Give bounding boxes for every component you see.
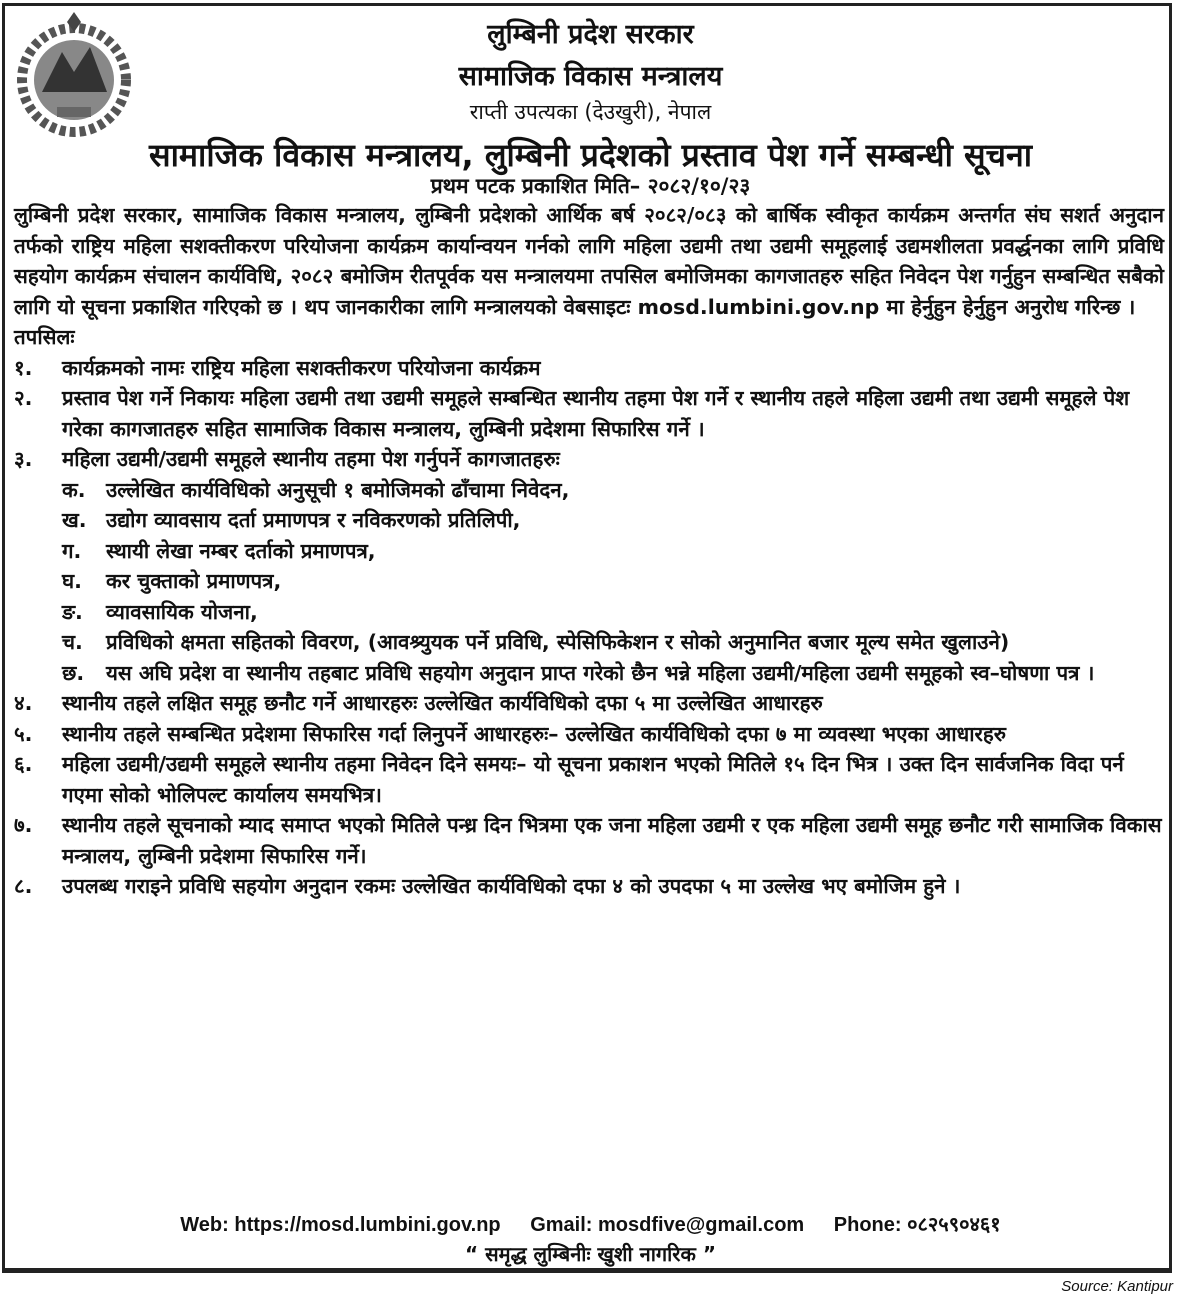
sub-item-text: कर चुक्ताको प्रमाणपत्र, (106, 569, 282, 593)
slogan: “ समृद्ध लुम्बिनीः खुशी नागरिक ” (465, 1242, 716, 1266)
list-item (14, 719, 1164, 750)
sub-item-text: उल्लेखित कार्यविधिको अनुसूची १ बमोजिमको ढाँचामा निवेदन, (106, 477, 570, 502)
list-item (14, 444, 1164, 475)
notice-title: सामाजिक विकास मन्त्रालय, लुम्बिनी प्रदेशको प्रस्ताव पेश गर्ने सम्बन्धी सूचना (148, 136, 1033, 174)
tapasil-label: तपसिलः (14, 325, 75, 349)
list-item (14, 688, 1164, 719)
sub-item-label: ङ. (62, 599, 83, 624)
source-credit: Source: Kantipur (1061, 1278, 1173, 1295)
list-item (14, 353, 1164, 384)
item-text: कार्यक्रमको नामः राष्ट्रिय महिला सशक्तीकरण परियोजना कार्यक्रम (62, 355, 541, 380)
sub-item-label: घ. (62, 569, 82, 593)
email-link[interactable]: Gmail: mosdfive@gmail.com (530, 1214, 805, 1236)
item-text: स्थानीय तहले सम्बन्धित प्रदेशमा सिफारिस गर्दा लिनुपर्ने आधारहरुः– उल्लेखित कार्यविधिको दफा ७ मा व्यवस्था भएका आधारहरु (62, 721, 1007, 746)
phone-number: Phone: ०८२५९०४६१ (833, 1214, 1001, 1236)
item-number: ७. (14, 813, 33, 837)
sub-item (62, 597, 1164, 628)
notice-body (14, 200, 1164, 902)
sub-item-text: उद्योग व्यावसाय दर्ता प्रमाणपत्र र नविकरणको प्रतिलिपी, (106, 508, 521, 532)
sub-item (62, 658, 1164, 689)
sub-item (62, 627, 1164, 658)
sub-item (62, 505, 1164, 536)
item-number: ४. (14, 691, 33, 715)
item-text: महिला उद्यमी/उद्यमी समूहले स्थानीय तहमा निवेदन दिने समयः– यो सूचना प्रकाशन भएको मितिले १५ दिन भित्र । उक्त दिन सार्वजनिक विदा पर्न गएमा सोको भोलिपल्ट कार्यालय समयभित्र। (62, 752, 1124, 807)
sub-item (62, 566, 1164, 597)
sub-item-label: ख. (62, 508, 87, 532)
list-item (14, 749, 1164, 810)
item-text: उपलब्ध गराइने प्रविधि सहयोग अनुदान रकमः उल्लेखित कार्यविधिको दफा ४ को उपदफा ५ मा उल्लेख भए बमोजिम हुने । (62, 874, 961, 898)
intro-paragraph: लुम्बिनी प्रदेश सरकार, सामाजिक विकास मन्त्रालय, लुम्बिनी प्रदेशको आर्थिक बर्ष २०८२/०८३ को बार्षिक स्वीकृत कार्यक्रम अन्तर्गत संघ सशर्त अनुदान तर्फको राष्ट्रिय महिला सशक्तीकरण परियोजना कार्यक्रम कार्यान्वयन गर्नको लागि महिला उद्यमी तथा उद्यमी समूहलाई उद्यमशीलता प्रवर्द्धनका लागि प्रविधि सहयोग कार्यक्रम संचालन कार्यविधि, २०८२ बमोजिम रीतपूर्वक यस मन्त्रालयमा तपसिल बमोजिमका कागजातहरु सहित निवेदन पेश गर्नुहुन सम्बन्धित सबैको लागि यो सूचना प्रकाशित गरिएको छ । थप जानकारीका लागि मन्त्रालयको वेबसाइटः mosd.lumbini.gov.np मा हेर्नुहुन हेर्नुहुन अनुरोध गरिन्छ । (14, 203, 1164, 319)
item-number: ६. (14, 752, 33, 776)
list-item (14, 383, 1164, 444)
sub-item-label: छ. (62, 660, 85, 685)
header-ministry: सामाजिक विकास मन्त्रालय (458, 61, 723, 92)
website-link[interactable]: Web: https://mosd.lumbini.gov.np (180, 1214, 501, 1236)
item-number: ८. (14, 874, 33, 898)
sub-item-label: ग. (62, 538, 82, 563)
sub-item (62, 536, 1164, 567)
header-address: राप्ती उपत्यका (देउखुरी), नेपाल (469, 100, 712, 124)
item-text: स्थानीय तहले लक्षित समूह छनौट गर्ने आधारहरुः उल्लेखित कार्यविधिको दफा ५ मा उल्लेखित आधारहरु (62, 691, 823, 715)
sub-item-label: क. (62, 477, 86, 502)
item-text: प्रस्ताव पेश गर्ने निकायः महिला उद्यमी तथा उद्यमी समूहले सम्बन्धित स्थानीय तहमा पेश गर्ने र स्थानीय तहले महिला उद्यमी तथा उद्यमी समूहले पेश गरेका कागजातहरु सहित सामाजिक विकास मन्त्रालय, लुम्बिनी प्रदेशमा सिफारिस गर्ने । (62, 386, 1130, 441)
sub-item-text: व्यावसायिक योजना, (106, 599, 258, 624)
item-number: ३. (14, 447, 33, 471)
sub-item-text: स्थायी लेखा नम्बर दर्ताको प्रमाणपत्र, (106, 538, 376, 563)
sub-item-text: यस अघि प्रदेश वा स्थानीय तहबाट प्रविधि सहयोग अनुदान प्राप्त गरेको छैन भन्ने महिला उद्यमी/महिला उद्यमी समूहको स्व–घोषणा पत्र । (106, 660, 1095, 685)
item-text: महिला उद्यमी/उद्यमी समूहले स्थानीय तहमा पेश गर्नुपर्ने कागजातहरुः (62, 447, 560, 471)
item-number: १. (14, 355, 33, 380)
sub-item (62, 475, 1164, 506)
contact-line (0, 1210, 1181, 1237)
sub-item-label: च. (62, 630, 83, 654)
list-item (14, 871, 1164, 902)
list-item (14, 810, 1164, 871)
sub-item-text: प्रविधिको क्षमता सहितको विवरण, (आवश्र्युयक पर्ने प्रविधि, स्पेसिफिकेशन र सोको अनुमानित बजार मूल्य समेत खुलाउने) (106, 630, 1010, 654)
publish-date: प्रथम पटक प्रकाशित मिति– २०८२/१०/२३ (430, 174, 751, 198)
item-number: ५. (14, 721, 33, 746)
header-government: लुम्बिनी प्रदेश सरकार (487, 19, 694, 50)
item-number: २. (14, 386, 33, 410)
item-text: स्थानीय तहले सूचनाको म्याद समाप्त भएको मितिले पन्ध्र दिन भित्रमा एक जना महिला उद्यमी र एक महिला उद्यमी समूह छनौट गरी सामाजिक विकास मन्त्रालय, लुम्बिनी प्रदेशमा सिफारिस गर्ने। (62, 813, 1162, 868)
